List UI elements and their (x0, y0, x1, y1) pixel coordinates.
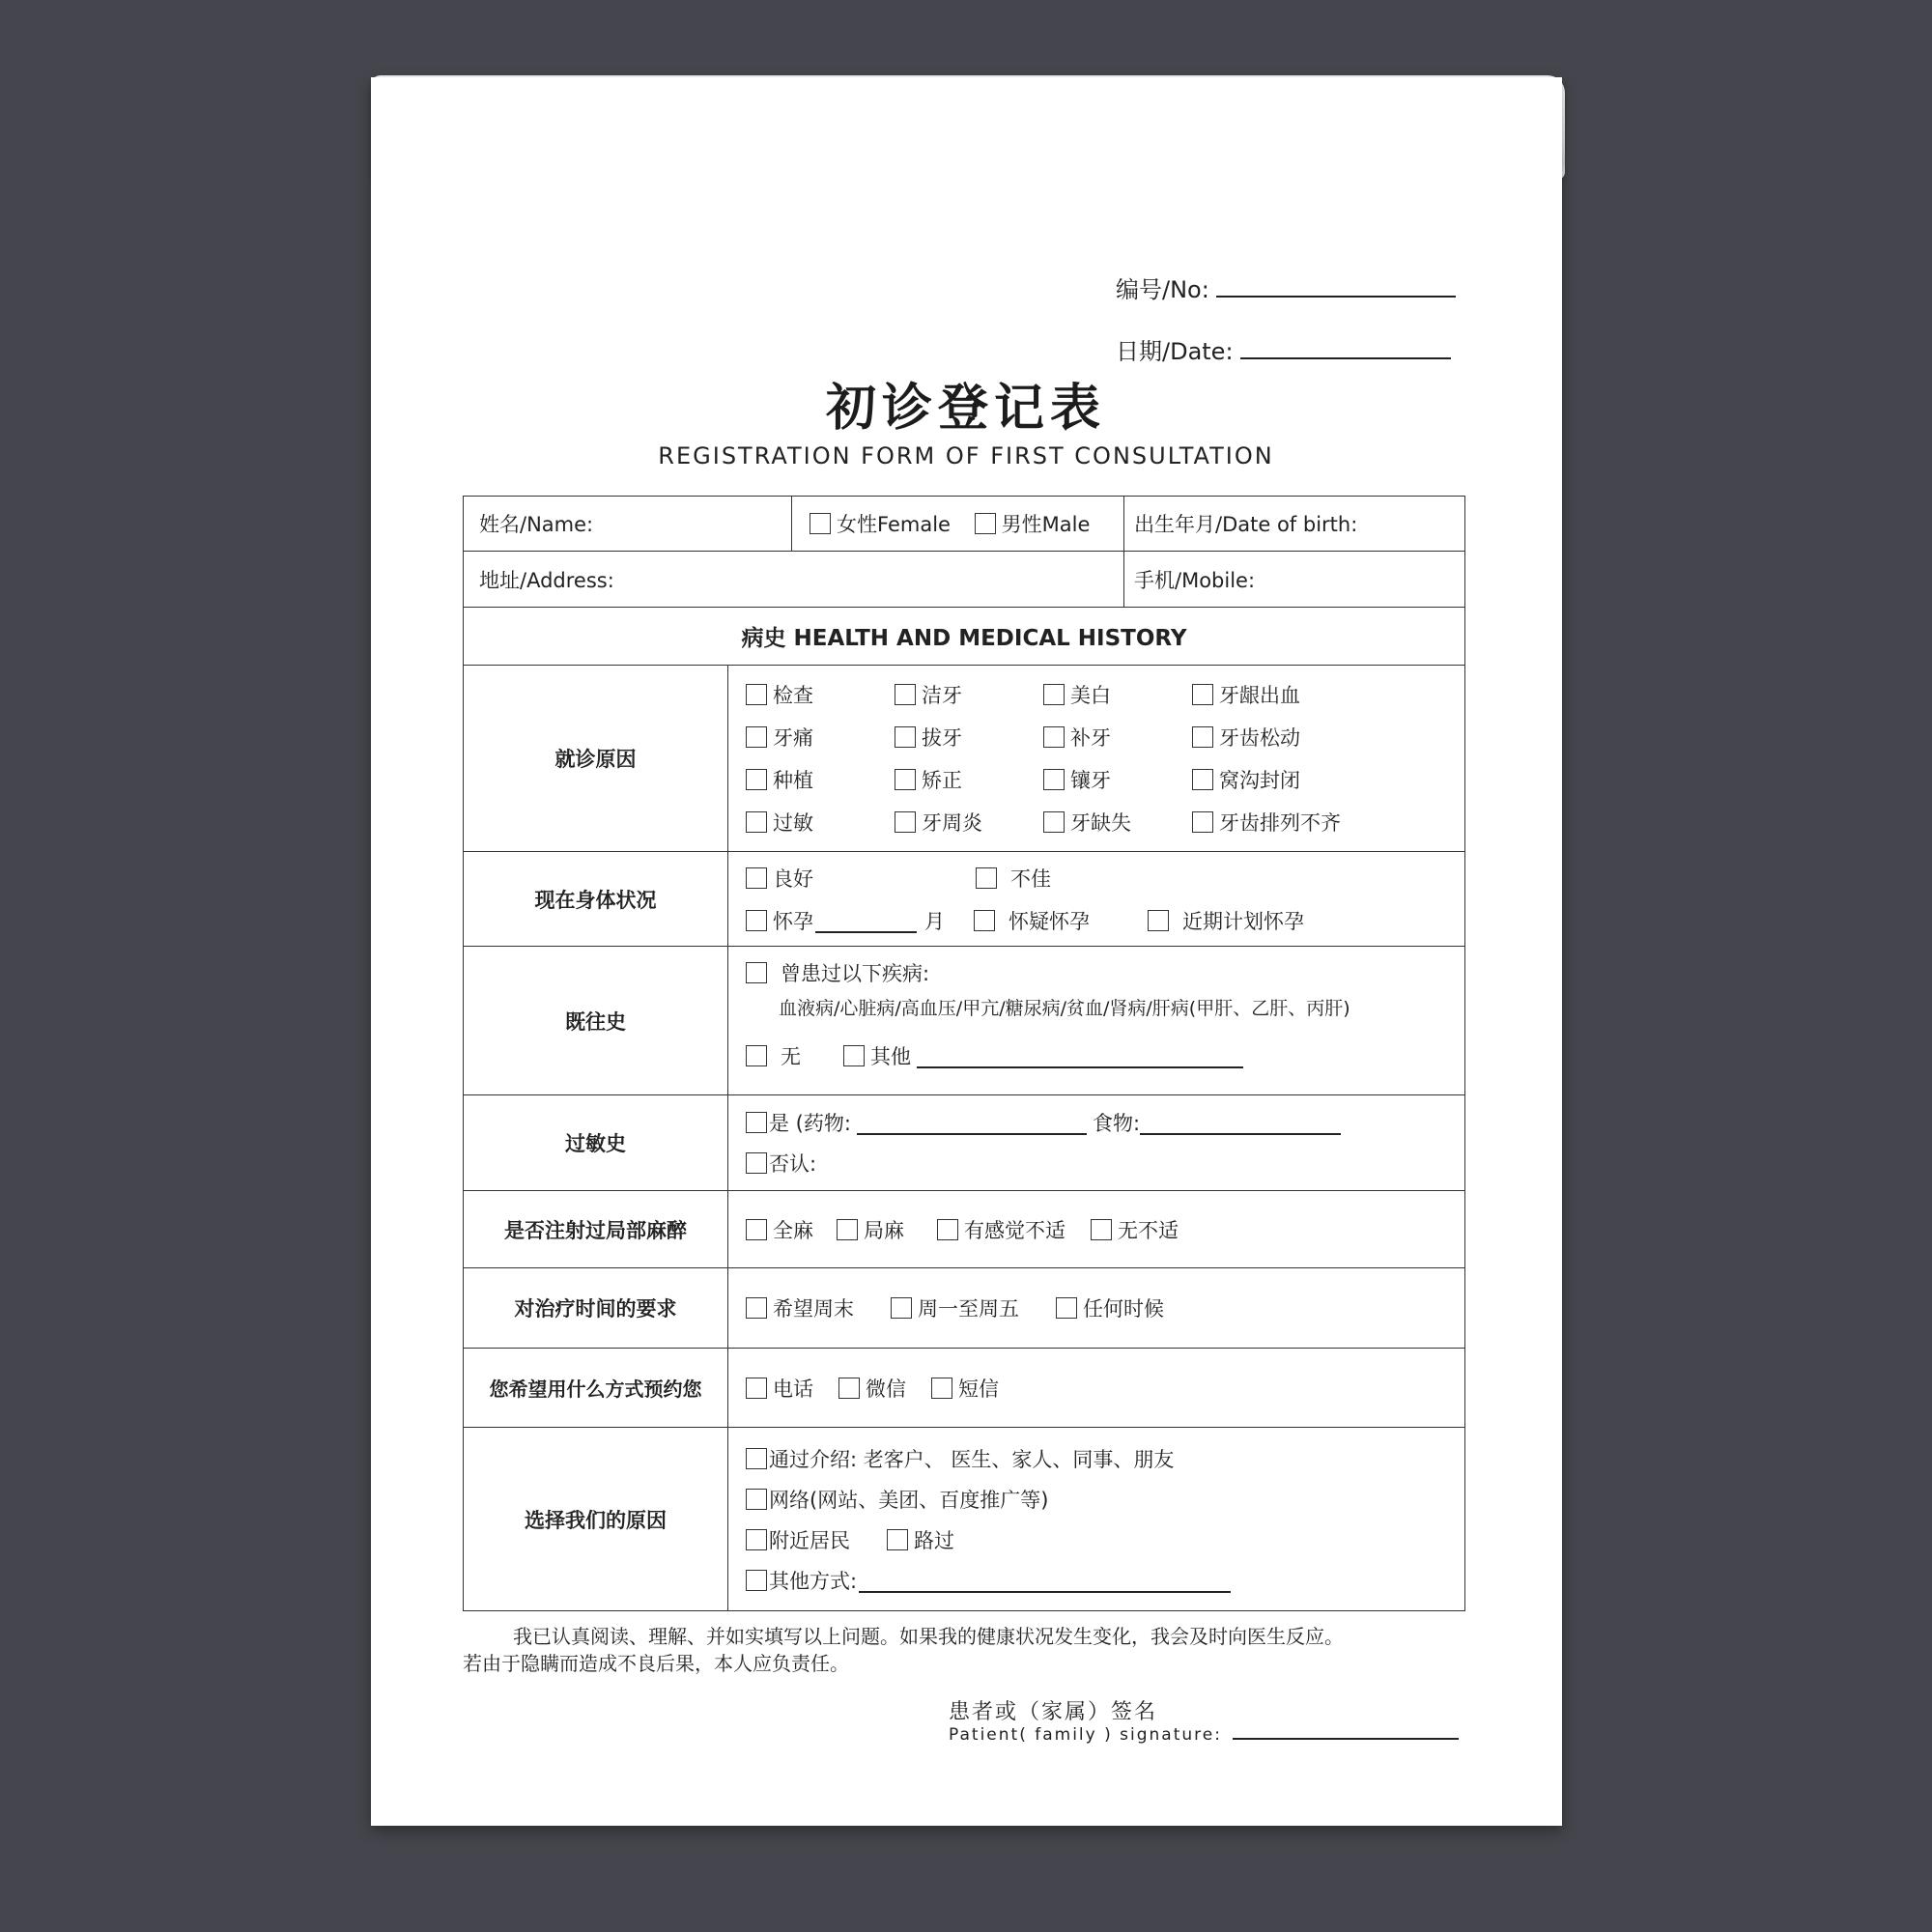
contact-method-0-checkbox[interactable] (746, 1378, 767, 1399)
anesthesia-0-checkbox[interactable] (746, 1219, 767, 1240)
visit-reason-3-label: 牙龈出血 (1219, 684, 1300, 707)
good-checkbox[interactable] (746, 867, 767, 889)
visit-reason-13-label: 牙周炎 (922, 811, 982, 835)
contact-method-2-checkbox[interactable] (931, 1378, 952, 1399)
visit-reason-15-checkbox[interactable] (1192, 811, 1213, 833)
form-number-row (1116, 270, 1456, 304)
planning-checkbox[interactable] (1148, 910, 1169, 931)
other-history-label: 其他 (870, 1044, 911, 1068)
visit-reason-3-option[interactable] (1192, 673, 1405, 716)
allergy-yes-label: 是 (药物: (769, 1112, 851, 1135)
visit-reason-2-checkbox[interactable] (1043, 684, 1065, 705)
gender-cell (792, 497, 1124, 552)
visit-reason-1-checkbox[interactable] (895, 684, 916, 705)
declaration-line-2: 若由于隐瞒而造成不良后果，本人应负责任。 (463, 1652, 849, 1675)
visit-reason-5-option[interactable] (895, 716, 1043, 758)
history-heading: 病史 HEALTH AND MEDICAL HISTORY (464, 608, 1465, 666)
visit-reason-14-label: 牙缺失 (1070, 811, 1131, 835)
visit-reason-7-label: 牙齿松动 (1219, 726, 1300, 750)
anesthesia-3-option[interactable] (1091, 1215, 1179, 1244)
visit-reason-4-option[interactable] (746, 716, 895, 758)
treatment-time-label: 对治疗时间的要求 (464, 1268, 728, 1349)
treatment-time-2-option[interactable] (1056, 1293, 1164, 1322)
anesthesia-3-label: 无不适 (1118, 1218, 1179, 1242)
visit-reason-0-label: 检查 (773, 684, 813, 707)
none-label: 无 (781, 1044, 801, 1068)
visit-reason-15-option[interactable] (1192, 801, 1405, 843)
mobile-field[interactable] (1124, 552, 1465, 608)
anesthesia-label: 是否注射过局部麻醉 (464, 1191, 728, 1268)
contact-method-2-label: 短信 (958, 1377, 999, 1401)
anesthesia-2-label: 有感觉不适 (964, 1218, 1065, 1242)
treatment-time-1-option[interactable] (891, 1293, 1019, 1322)
form-subtitle: REGISTRATION FORM OF FIRST CONSULTATION (658, 442, 1274, 469)
contact-method-1-label: 微信 (866, 1377, 906, 1401)
passing-checkbox[interactable] (887, 1529, 908, 1550)
visit-reason-5-checkbox[interactable] (895, 726, 916, 748)
signature-label-cn: 患者或（家属）签名 (949, 1700, 1158, 1724)
visit-reason-7-checkbox[interactable] (1192, 726, 1213, 748)
contact-method-2-option[interactable] (931, 1374, 999, 1403)
allergy-yes-checkbox[interactable] (746, 1112, 767, 1133)
treatment-time-1-label: 周一至周五 (918, 1297, 1019, 1321)
visit-reason-11-label: 窝沟封闭 (1219, 769, 1300, 792)
form-date-field[interactable] (1240, 357, 1451, 359)
visit-reason-7-option[interactable] (1192, 716, 1405, 758)
female-checkbox[interactable] (810, 513, 831, 534)
contact-method-options (728, 1374, 1464, 1403)
dob-label: 出生年月/Date of birth: (1134, 513, 1358, 536)
pregnant-checkbox[interactable] (746, 910, 767, 931)
month-label: 月 (924, 909, 945, 933)
visit-reason-9-label: 矫正 (922, 769, 962, 792)
choose-reason-label: 选择我们的原因 (464, 1428, 728, 1611)
visit-reason-12-option[interactable] (746, 801, 895, 843)
had-diseases-label: 曾患过以下疾病: (781, 961, 930, 985)
good-label: 良好 (773, 867, 813, 891)
health-status-label: 现在身体状况 (464, 852, 728, 947)
visit-reason-11-option[interactable] (1192, 758, 1405, 801)
visit-reason-1-option[interactable] (895, 673, 1043, 716)
anesthesia-options (728, 1215, 1464, 1244)
visit-reason-6-checkbox[interactable] (1043, 726, 1065, 748)
form-date-row (1116, 332, 1451, 366)
other-history-field[interactable] (917, 1043, 1243, 1068)
passing-label: 路过 (914, 1528, 954, 1552)
visit-reason-10-option[interactable] (1043, 758, 1192, 801)
anesthesia-2-option[interactable] (937, 1215, 1065, 1244)
anesthesia-0-option[interactable] (746, 1215, 813, 1244)
form-number-label: 编号/No: (1116, 276, 1209, 303)
declaration-line-1: 我已认真阅读、理解、并如实填写以上问题。如果我的健康状况发生变化，我会及时向医生反应。 (513, 1625, 1344, 1648)
nearby-label: 附近居民 (769, 1528, 850, 1552)
visit-reason-14-option[interactable] (1043, 801, 1192, 843)
treatment-time-2-label: 任何时候 (1083, 1297, 1164, 1321)
poor-label: 不佳 (1010, 867, 1051, 891)
drug-allergy-field[interactable] (857, 1110, 1087, 1135)
female-label: 女性Female (837, 513, 951, 536)
other-method-checkbox[interactable] (746, 1570, 767, 1591)
contact-method-0-option[interactable] (746, 1374, 813, 1403)
contact-method-label: 您希望用什么方式预约您 (464, 1349, 728, 1428)
visit-reason-10-label: 镶牙 (1070, 769, 1111, 792)
nearby-checkbox[interactable] (746, 1529, 767, 1550)
visit-reason-options (728, 673, 1464, 843)
form-number-field[interactable] (1216, 296, 1456, 298)
male-checkbox[interactable] (975, 513, 996, 534)
other-method-label: 其他方式: (769, 1569, 858, 1593)
pregnant-label: 怀孕 (773, 909, 813, 933)
contact-method-1-checkbox[interactable] (838, 1378, 860, 1399)
signature-row (949, 1725, 1459, 1745)
treatment-time-0-checkbox[interactable] (746, 1297, 767, 1319)
visit-reason-9-checkbox[interactable] (895, 769, 916, 790)
allergy-no-checkbox[interactable] (746, 1152, 767, 1174)
visit-reason-1-label: 洁牙 (922, 684, 962, 707)
anesthesia-2-checkbox[interactable] (937, 1219, 958, 1240)
anesthesia-1-checkbox[interactable] (837, 1219, 858, 1240)
signature-field[interactable] (1233, 1738, 1459, 1740)
treatment-time-0-option[interactable] (746, 1293, 854, 1322)
visit-reason-4-checkbox[interactable] (746, 726, 767, 748)
visit-reason-13-checkbox[interactable] (895, 811, 916, 833)
food-allergy-field[interactable] (1140, 1110, 1341, 1135)
suspected-label: 怀疑怀孕 (1009, 909, 1090, 933)
had-diseases-checkbox[interactable] (746, 962, 767, 983)
food-allergy-label: 食物: (1092, 1112, 1141, 1135)
allergy-no-label: 否认: (769, 1152, 817, 1176)
treatment-time-0-label: 希望周末 (773, 1297, 854, 1321)
pregnant-month-field[interactable] (815, 908, 917, 933)
form-title: 初诊登记表 (825, 380, 1106, 438)
name-label: 姓名/Name: (479, 513, 594, 536)
treatment-time-1-checkbox[interactable] (891, 1297, 912, 1319)
anesthesia-3-checkbox[interactable] (1091, 1219, 1112, 1240)
visit-reason-2-option[interactable] (1043, 673, 1192, 716)
name-field[interactable] (464, 497, 792, 552)
visit-reason-9-option[interactable] (895, 758, 1043, 801)
visit-reason-4-label: 牙痛 (773, 726, 813, 750)
visit-reason-10-checkbox[interactable] (1043, 769, 1065, 790)
visit-reason-6-label: 补牙 (1070, 726, 1111, 750)
visit-reason-2-label: 美白 (1070, 684, 1111, 707)
registration-table (463, 496, 1465, 1611)
past-history-label: 既往史 (464, 947, 728, 1095)
visit-reason-8-label: 种植 (773, 769, 813, 792)
address-label: 地址/Address: (479, 568, 614, 592)
network-label: 网络(网站、美团、百度推广等) (769, 1488, 1049, 1512)
visit-reason-3-checkbox[interactable] (1192, 684, 1213, 705)
visit-reason-6-option[interactable] (1043, 716, 1192, 758)
visit-reason-15-label: 牙齿排列不齐 (1219, 811, 1341, 835)
network-checkbox[interactable] (746, 1489, 767, 1510)
visit-reason-8-checkbox[interactable] (746, 769, 767, 790)
address-field[interactable] (464, 552, 1124, 608)
suspected-checkbox[interactable] (974, 910, 995, 931)
male-label: 男性Male (1001, 513, 1091, 536)
visit-reason-14-checkbox[interactable] (1043, 811, 1065, 833)
visit-reason-5-label: 拔牙 (922, 726, 962, 750)
anesthesia-0-label: 全麻 (773, 1218, 813, 1242)
poor-checkbox[interactable] (976, 867, 997, 889)
visit-reason-8-option[interactable] (746, 758, 895, 801)
declaration-statement (463, 1623, 1467, 1677)
visit-reason-0-checkbox[interactable] (746, 684, 767, 705)
other-method-field[interactable] (859, 1568, 1231, 1593)
allergy-label: 过敏史 (464, 1095, 728, 1191)
visit-reason-0-option[interactable] (746, 673, 895, 716)
dob-field[interactable] (1124, 497, 1465, 552)
disease-list: 血液病/心脏病/高血压/甲亢/糖尿病/贫血/肾病/肝病(甲肝、乙肝、丙肝) (779, 998, 1350, 1019)
contact-method-0-label: 电话 (773, 1377, 813, 1401)
planning-label: 近期计划怀孕 (1182, 909, 1304, 933)
contact-method-1-option[interactable] (838, 1374, 906, 1403)
treatment-time-options (728, 1293, 1464, 1322)
signature-label-en: Patient( family ) signature: (949, 1725, 1222, 1745)
other-history-checkbox[interactable] (843, 1045, 865, 1066)
mobile-label: 手机/Mobile: (1134, 568, 1256, 592)
visit-reason-11-checkbox[interactable] (1192, 769, 1213, 790)
visit-reason-13-option[interactable] (895, 801, 1043, 843)
treatment-time-2-checkbox[interactable] (1056, 1297, 1077, 1319)
anesthesia-1-option[interactable] (837, 1215, 904, 1244)
referral-checkbox[interactable] (746, 1448, 767, 1469)
none-checkbox[interactable] (746, 1045, 767, 1066)
form-date-label: 日期/Date: (1116, 338, 1234, 365)
anesthesia-1-label: 局麻 (864, 1218, 904, 1242)
visit-reason-12-label: 过敏 (773, 811, 813, 835)
referral-label: 通过介绍: 老客户、 医生、家人、同事、朋友 (769, 1447, 1175, 1471)
visit-reason-12-checkbox[interactable] (746, 811, 767, 833)
visit-reason-label: 就诊原因 (464, 666, 728, 852)
